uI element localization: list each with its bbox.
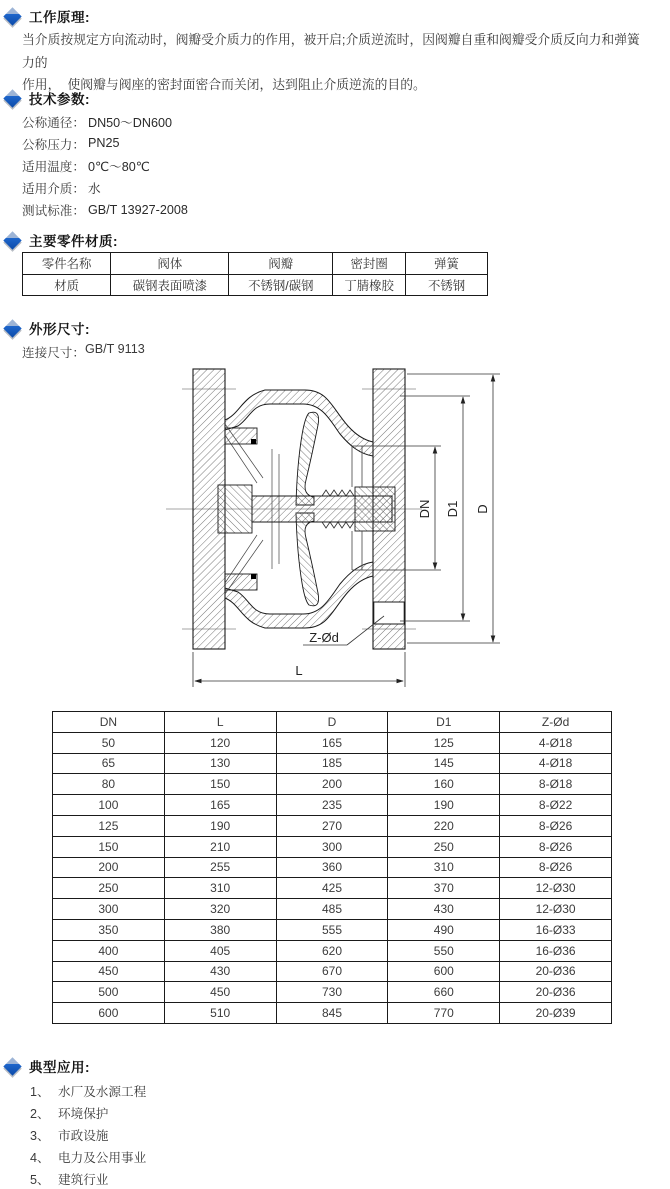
spring-bottom xyxy=(322,522,354,528)
dimensions-row xyxy=(53,753,612,774)
cell-dn: 300 xyxy=(53,899,165,920)
materials-header-cell: 密封圈 xyxy=(333,253,406,275)
materials-header-cell: 弹簧 xyxy=(406,253,488,275)
cell-l: 320 xyxy=(164,899,276,920)
param-label: 公称通径： xyxy=(22,115,85,130)
cell-dn: 350 xyxy=(53,919,165,940)
cell-dn: 500 xyxy=(53,982,165,1003)
section-title-applications: 典型应用: xyxy=(29,1060,90,1075)
cell-z-od: 8-Ø26 xyxy=(500,857,612,878)
param-label: 公称压力： xyxy=(22,137,85,152)
label-z-od: Z-Ød xyxy=(309,630,339,645)
cell-d1: 250 xyxy=(388,836,500,857)
param-row xyxy=(22,110,188,132)
cell-d: 200 xyxy=(276,774,388,795)
section-header-materials xyxy=(5,230,118,250)
dimensions-row xyxy=(53,878,612,899)
cell-z-od: 16-Ø33 xyxy=(500,919,612,940)
section-title-tech-params: 技术参数: xyxy=(29,92,90,107)
cell-dn: 100 xyxy=(53,795,165,816)
cell-l: 405 xyxy=(164,940,276,961)
materials-value-cell: 不锈钢/碳钢 xyxy=(229,274,333,296)
cell-d: 730 xyxy=(276,982,388,1003)
application-number: 3、 xyxy=(30,1128,50,1143)
dimensions-header-cell: D1 xyxy=(388,712,500,733)
application-number: 2、 xyxy=(30,1107,50,1122)
dimensions-table xyxy=(52,711,612,1024)
cell-z-od: 8-Ø18 xyxy=(500,774,612,795)
dimensions-header-cell: DN xyxy=(53,712,165,733)
cell-dn: 450 xyxy=(53,961,165,982)
principle-line-1: 当介质按规定方向流动时，阀瓣受介质力的作用，被开启;介质逆流时，因阀瓣自重和阀瓣受介质反向力和弹簧力的 xyxy=(22,32,640,70)
cell-d: 300 xyxy=(276,836,388,857)
dimensions-row xyxy=(53,899,612,920)
materials-header-row xyxy=(23,253,488,275)
cell-d1: 550 xyxy=(388,940,500,961)
label-d: D xyxy=(475,504,490,514)
section-header-applications xyxy=(5,1056,90,1076)
cell-z-od: 4-Ø18 xyxy=(500,753,612,774)
cell-z-od: 20-Ø39 xyxy=(500,1003,612,1024)
cell-dn: 200 xyxy=(53,857,165,878)
dimensions-header-cell: D xyxy=(276,712,388,733)
cell-z-od: 12-Ø30 xyxy=(500,899,612,920)
section-title-dimensions: 外形尺寸: xyxy=(29,322,90,337)
application-item xyxy=(30,1124,146,1146)
cell-d1: 600 xyxy=(388,961,500,982)
cell-d: 845 xyxy=(276,1003,388,1024)
cell-dn: 80 xyxy=(53,774,165,795)
cell-l: 510 xyxy=(164,1003,276,1024)
cell-z-od: 20-Ø36 xyxy=(500,961,612,982)
application-item xyxy=(30,1145,146,1167)
cell-l: 210 xyxy=(164,836,276,857)
application-number: 5、 xyxy=(30,1172,50,1187)
cell-d: 425 xyxy=(276,878,388,899)
materials-value-row xyxy=(23,274,488,296)
dimensions-header-cell: Z-Ød xyxy=(500,712,612,733)
materials-header-cell: 零件名称 xyxy=(23,253,111,275)
cell-d: 670 xyxy=(276,961,388,982)
cell-d1: 310 xyxy=(388,857,500,878)
dimensions-header-row xyxy=(53,712,612,733)
dimensions-row xyxy=(53,836,612,857)
cell-d1: 430 xyxy=(388,899,500,920)
cell-d1: 125 xyxy=(388,732,500,753)
param-row xyxy=(22,199,188,221)
cell-dn: 400 xyxy=(53,940,165,961)
dimensions-row xyxy=(53,982,612,1003)
disc-vane-top xyxy=(296,412,319,505)
application-item xyxy=(30,1080,146,1102)
materials-header-cell: 阀瓣 xyxy=(229,253,333,275)
cell-z-od: 20-Ø36 xyxy=(500,982,612,1003)
cell-l: 130 xyxy=(164,753,276,774)
application-text: 市政设施 xyxy=(58,1128,109,1143)
cell-d1: 145 xyxy=(388,753,500,774)
cell-d1: 190 xyxy=(388,795,500,816)
param-row xyxy=(22,154,188,176)
note-value: GB/T 9113 xyxy=(84,342,145,356)
param-value: 水 xyxy=(87,182,101,197)
cell-d1: 770 xyxy=(388,1003,500,1024)
dimensions-row xyxy=(53,732,612,753)
cell-dn: 50 xyxy=(53,732,165,753)
label-dn: DN xyxy=(417,499,432,519)
cell-dn: 65 xyxy=(53,753,165,774)
dimensions-row xyxy=(53,795,612,816)
application-item xyxy=(30,1167,146,1189)
applications-list xyxy=(30,1080,146,1189)
cell-l: 450 xyxy=(164,982,276,1003)
param-label: 适用温度： xyxy=(22,159,85,174)
materials-value-cell: 材质 xyxy=(23,274,111,296)
cell-z-od: 16-Ø36 xyxy=(500,940,612,961)
valve-body-bottom xyxy=(225,562,373,628)
section-header-dimensions xyxy=(5,318,90,338)
cell-dn: 250 xyxy=(53,878,165,899)
cell-z-od: 12-Ø30 xyxy=(500,878,612,899)
cell-d: 360 xyxy=(276,857,388,878)
param-label: 适用介质： xyxy=(22,182,85,197)
disc-vane-bottom xyxy=(296,513,319,606)
dimensions-row xyxy=(53,919,612,940)
cell-z-od: 8-Ø22 xyxy=(500,795,612,816)
valve-body-top xyxy=(225,390,373,456)
note-label: 连接尺寸： xyxy=(22,346,85,360)
cell-dn: 600 xyxy=(53,1003,165,1024)
label-l: L xyxy=(295,663,303,678)
application-number: 4、 xyxy=(30,1150,50,1165)
cell-l: 310 xyxy=(164,878,276,899)
cell-d: 270 xyxy=(276,815,388,836)
cell-z-od: 8-Ø26 xyxy=(500,815,612,836)
cell-d1: 220 xyxy=(388,815,500,836)
dimensions-row xyxy=(53,961,612,982)
cell-d: 555 xyxy=(276,919,388,940)
cell-d: 485 xyxy=(276,899,388,920)
cell-l: 430 xyxy=(164,961,276,982)
cell-l: 380 xyxy=(164,919,276,940)
cell-d: 185 xyxy=(276,753,388,774)
cell-l: 120 xyxy=(164,732,276,753)
diamond-icon xyxy=(3,89,21,107)
dimensions-body xyxy=(53,732,612,1023)
dimensions-row xyxy=(53,857,612,878)
cell-d: 165 xyxy=(276,732,388,753)
param-row xyxy=(22,132,188,154)
section-header-tech-params xyxy=(5,88,90,108)
application-text: 水厂及水源工程 xyxy=(58,1085,147,1100)
cell-d: 620 xyxy=(276,940,388,961)
diamond-icon xyxy=(3,7,21,25)
dimensions-row xyxy=(53,940,612,961)
cell-dn: 125 xyxy=(53,815,165,836)
label-d1: D1 xyxy=(445,500,460,518)
materials-value-cell: 碳钢表面喷漆 xyxy=(111,274,229,296)
diamond-icon xyxy=(3,319,21,337)
section-title-principle: 工作原理: xyxy=(29,10,90,25)
cell-d1: 370 xyxy=(388,878,500,899)
cell-z-od: 4-Ø18 xyxy=(500,732,612,753)
param-value: PN25 xyxy=(87,136,120,151)
application-item xyxy=(30,1102,146,1124)
tech-params-list xyxy=(22,110,188,221)
materials-header-cell: 阀体 xyxy=(111,253,229,275)
valve-cross-section-drawing xyxy=(100,356,570,701)
cell-d: 235 xyxy=(276,795,388,816)
dimensions-row xyxy=(53,815,612,836)
cell-l: 165 xyxy=(164,795,276,816)
spring-housing xyxy=(355,487,395,531)
application-text: 建筑行业 xyxy=(58,1172,109,1187)
principle-text xyxy=(22,29,640,97)
param-value: GB/T 13927-2008 xyxy=(87,202,188,217)
seal-ring-bottom xyxy=(251,574,256,579)
section-header-principle xyxy=(5,6,90,26)
dimensions-header-cell: L xyxy=(164,712,276,733)
guide-collar xyxy=(218,485,252,533)
cell-dn: 150 xyxy=(53,836,165,857)
principle-line-2: 作用， 使阀瓣与阀座的密封面密合而关闭，达到阻止介质逆流的目的。 xyxy=(22,77,426,92)
cell-d1: 160 xyxy=(388,774,500,795)
section-title-materials: 主要零件材质: xyxy=(29,234,118,249)
dimensions-row xyxy=(53,774,612,795)
cell-z-od: 8-Ø26 xyxy=(500,836,612,857)
materials-value-cell: 不锈钢 xyxy=(406,274,488,296)
param-value: 0℃～80℃ xyxy=(87,159,150,174)
param-value: DN50～DN600 xyxy=(87,115,172,130)
seal-ring-top xyxy=(251,439,256,444)
application-number: 1、 xyxy=(30,1085,50,1100)
dimensions-row xyxy=(53,1003,612,1024)
application-text: 环境保护 xyxy=(58,1107,109,1122)
param-row xyxy=(22,177,188,199)
diamond-icon xyxy=(3,1057,21,1075)
cell-d1: 490 xyxy=(388,919,500,940)
materials-value-cell: 丁腈橡胶 xyxy=(333,274,406,296)
cell-l: 255 xyxy=(164,857,276,878)
cell-l: 190 xyxy=(164,815,276,836)
diamond-icon xyxy=(3,231,21,249)
cell-l: 150 xyxy=(164,774,276,795)
materials-table xyxy=(22,252,488,296)
application-text: 电力及公用事业 xyxy=(58,1150,147,1165)
spring-top xyxy=(322,490,354,496)
cell-d1: 660 xyxy=(388,982,500,1003)
param-label: 测试标准： xyxy=(22,204,85,219)
